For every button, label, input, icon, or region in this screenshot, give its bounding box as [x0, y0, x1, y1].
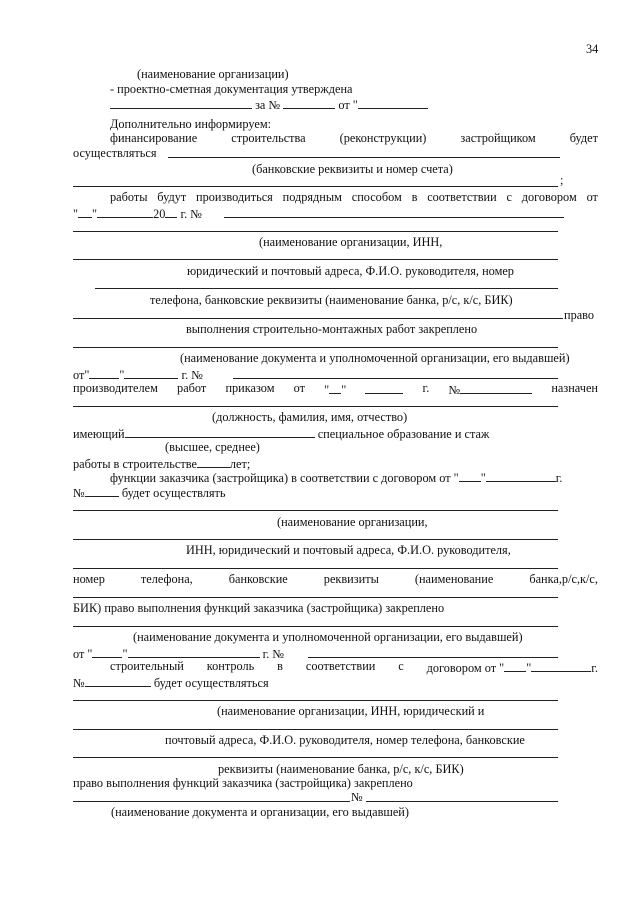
caption-org-inn-legal: (наименование организации, ИНН, юридический и: [217, 704, 485, 718]
approval-number-blank[interactable]: [283, 96, 335, 109]
word: банковские: [228, 572, 288, 586]
date-label: от ": [338, 98, 358, 112]
word: приказом: [225, 381, 275, 395]
caption-org-name-2: (наименование организации,: [277, 515, 428, 529]
word: застройщиком: [460, 131, 536, 145]
word: в: [277, 659, 283, 673]
customer-functions-text: функции заказчика (застройщика) в соответствии с договором от ": [110, 471, 459, 485]
control-number-line: [73, 674, 269, 690]
word: (реконструкции): [339, 131, 427, 145]
will-carry-out-label: будет осуществлять: [121, 486, 226, 500]
control-doc-number-blank[interactable]: [366, 801, 558, 802]
works-manager-line: [73, 381, 598, 397]
right-label: право: [564, 308, 595, 322]
year-label: г.: [591, 661, 598, 675]
year-label: 20: [153, 207, 166, 221]
word: работ: [177, 381, 207, 395]
quote: ": [92, 207, 98, 221]
day-blank[interactable]: [92, 645, 122, 658]
control-doc-blank[interactable]: [73, 801, 350, 802]
number-label: г. №: [262, 647, 285, 661]
word: контроль: [206, 659, 255, 673]
education-blank[interactable]: [125, 425, 315, 438]
caption-education-level: (высшее, среднее): [165, 440, 260, 454]
number-label: №: [73, 486, 85, 500]
customer-org-blank-2[interactable]: [73, 539, 558, 540]
word: работы: [110, 190, 148, 204]
customer-rights-assigned-line: БИК) право выполнения функций заказчика (застройщика) закреплено: [73, 601, 445, 615]
semicolon: ;: [560, 173, 564, 187]
word: соответствии: [427, 190, 497, 204]
word: соответствии: [305, 659, 376, 673]
day-blank[interactable]: [504, 659, 526, 672]
caption-phone-bank-2: [73, 572, 598, 586]
having-label: имеющий: [73, 427, 125, 441]
contractor-blank-1[interactable]: [73, 231, 558, 232]
education-experience-label: специальное образование и стаж: [317, 427, 490, 441]
word: будет: [569, 131, 598, 145]
contractor-blank-3[interactable]: [95, 288, 558, 289]
control-rights-assigned-line: право выполнения функций заказчика (застройщика) закреплено: [73, 776, 413, 790]
page-number: 34: [586, 42, 599, 56]
caption-bank-requisites: реквизиты (наименование банка, р/с, к/с, БИК): [218, 762, 464, 776]
number-label: №: [448, 383, 461, 397]
word: номер: [73, 572, 105, 586]
customer-number-line: [73, 484, 226, 500]
date-blank-group: [324, 381, 346, 397]
caption-phone-bank: телефона, банковские реквизиты (наименование банка, р/с, к/с, БИК): [150, 293, 513, 307]
number-label: г. №: [180, 207, 202, 221]
control-contract-date-group: [427, 659, 598, 675]
approval-doc-blank[interactable]: [110, 96, 252, 109]
approval-details-line: [110, 96, 428, 112]
word: подрядным: [282, 190, 342, 204]
contract-works-line: [110, 190, 598, 204]
word: способом: [351, 190, 402, 204]
word: банка,р/с,к/с,: [529, 572, 598, 586]
contractor-blank-4[interactable]: [73, 318, 563, 319]
day-blank[interactable]: [89, 366, 119, 379]
word: будут: [157, 190, 187, 204]
month-year-blank[interactable]: [486, 469, 556, 482]
financing-blank[interactable]: [168, 157, 560, 158]
assignment-doc-blank[interactable]: [73, 347, 558, 348]
contract-number-blank[interactable]: [85, 484, 119, 497]
construction-control-line: [110, 659, 598, 675]
quote: ": [526, 661, 532, 675]
word: строительный: [110, 659, 184, 673]
quote: ": [122, 647, 128, 661]
approval-date-blank[interactable]: [358, 96, 428, 109]
order-number-group: [448, 381, 532, 397]
caption-document-issuer: (наименование документа и уполномоченной организации, его выдавшей): [180, 351, 570, 365]
contract-date-line: [73, 205, 202, 221]
word: договором от ": [426, 661, 505, 675]
order-number-blank[interactable]: [460, 381, 532, 394]
day-blank[interactable]: [329, 381, 341, 394]
caption-addresses: юридический и почтовый адреса, Ф.И.О. руководителя, номер: [187, 264, 514, 278]
quote: ": [73, 207, 79, 221]
financing-line: [110, 131, 598, 145]
quote: ": [341, 383, 347, 397]
month-blank[interactable]: [97, 205, 153, 218]
will-be-carried-out-label: будет осуществляться: [153, 676, 269, 690]
customer-functions-line: [110, 469, 562, 485]
word: реквизиты: [323, 572, 379, 586]
years-blank[interactable]: [197, 455, 230, 468]
word: строительства: [231, 131, 306, 145]
word: с: [506, 190, 512, 204]
month-blank[interactable]: [365, 381, 403, 394]
caption-inn-addresses: ИНН, юридический и почтовый адреса, Ф.И.О. руководителя,: [186, 543, 511, 557]
day-blank[interactable]: [78, 205, 92, 218]
caption-bank-details: (банковские реквизиты и номер счета): [252, 162, 453, 176]
word: производиться: [196, 190, 273, 204]
word: г.: [422, 381, 430, 395]
caption-org-inn: (наименование организации, ИНН,: [259, 235, 443, 249]
additional-info-heading: Дополнительно информируем:: [110, 117, 272, 131]
control-number-blank[interactable]: [85, 674, 151, 687]
month-blank[interactable]: [124, 366, 178, 379]
word: назначен: [551, 381, 598, 395]
month-blank[interactable]: [128, 645, 260, 658]
assignment-date-line: [73, 366, 203, 382]
construction-works-assigned-line: выполнения строительно-монтажных работ закреплено: [186, 322, 478, 336]
year-blank[interactable]: [165, 205, 177, 218]
control-doc-number-label: №: [351, 790, 363, 804]
caption-document-issuer-2: (наименование документа и уполномоченной организации, его выдавшей): [133, 630, 523, 644]
number-label: г. №: [181, 368, 204, 382]
word: (наименование: [414, 572, 494, 586]
number-label: за №: [255, 98, 281, 112]
customer-doc-number-blank[interactable]: [308, 657, 558, 658]
project-docs-approved-line: - проектно-сметная документация утверждена: [110, 82, 353, 96]
contract-number-blank[interactable]: [224, 217, 564, 218]
experience-label: работы в строительстве: [73, 457, 197, 471]
customer-org-blank-4[interactable]: [73, 597, 558, 598]
education-line: [73, 425, 489, 441]
number-label: №: [73, 676, 85, 690]
bank-details-blank[interactable]: [73, 186, 558, 187]
caption-organization-name: (наименование организации): [137, 67, 289, 81]
will-be-carried-out-label: осуществляться: [73, 146, 157, 160]
quote: ": [119, 368, 125, 382]
manager-name-blank[interactable]: [73, 406, 558, 407]
word: от: [293, 381, 306, 395]
caption-postal-phone-bank: почтовый адреса, Ф.И.О. руководителя, номер телефона, банковские: [165, 733, 525, 747]
month-year-blank[interactable]: [531, 659, 591, 672]
control-org-blank-2[interactable]: [73, 729, 558, 730]
date-label: от ": [73, 647, 93, 661]
word: в: [411, 190, 418, 204]
word: производителем: [73, 381, 158, 395]
customer-doc-blank[interactable]: [73, 626, 558, 627]
quote: ": [324, 383, 330, 397]
quote: ": [480, 471, 486, 485]
day-blank[interactable]: [459, 469, 481, 482]
customer-org-blank-3[interactable]: [73, 568, 558, 569]
word: с: [398, 659, 404, 673]
caption-position-name: (должность, фамилия, имя, отчество): [212, 410, 408, 424]
control-org-blank-1[interactable]: [73, 700, 558, 701]
word: договором: [521, 190, 577, 204]
word: финансирование: [110, 131, 198, 145]
years-label: лет;: [229, 457, 251, 471]
contractor-blank-2[interactable]: [73, 259, 558, 260]
word: телефона,: [140, 572, 193, 586]
date-label: от": [73, 368, 90, 382]
assignment-number-blank[interactable]: [233, 378, 558, 379]
control-org-blank-3[interactable]: [73, 757, 558, 758]
customer-org-blank-1[interactable]: [73, 510, 558, 511]
year-label: г.: [555, 471, 563, 485]
caption-document-issuer-3: (наименование документа и организации, его выдавшей): [111, 805, 409, 819]
word: от: [586, 190, 598, 204]
